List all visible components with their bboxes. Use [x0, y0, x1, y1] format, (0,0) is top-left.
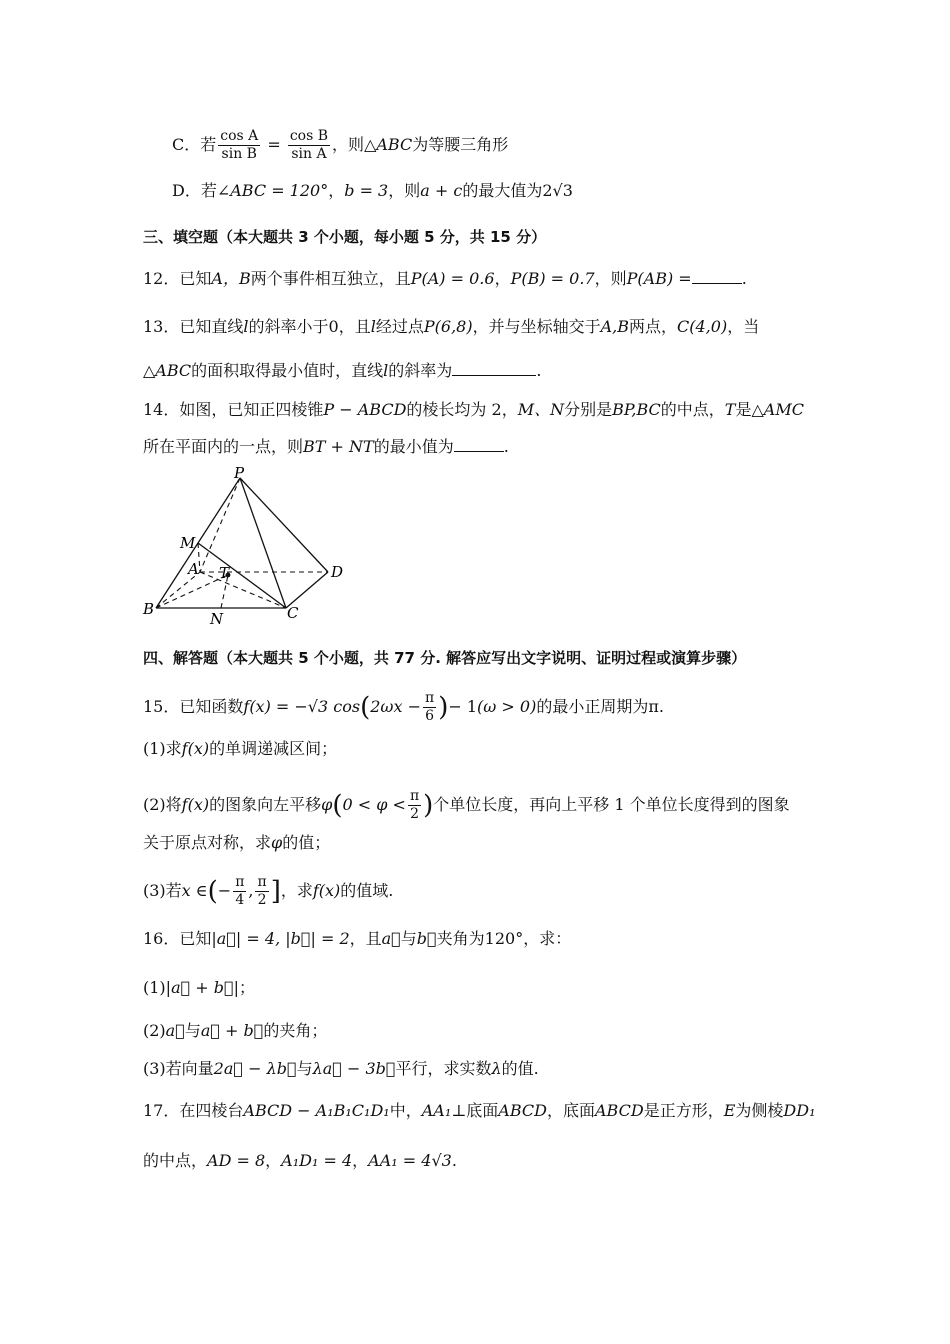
part-label: (1)求 [143, 739, 182, 758]
edge-cd [286, 572, 328, 608]
angle-condition: ∠ABC = 120° [216, 181, 329, 200]
question-15 [143, 690, 664, 725]
option-d-mid: ，则 [388, 181, 421, 200]
fraction-pi-4 [233, 874, 246, 909]
pyramid: P − ABCD [323, 400, 407, 419]
label-t: T [219, 564, 230, 582]
b-condition: b = 3 [344, 181, 389, 200]
question-15-part-3 [143, 874, 393, 909]
separator: ， [494, 269, 511, 288]
question-17 [143, 1100, 815, 1122]
vector-expr-1: 2a⃗ − λb⃗ [213, 1059, 297, 1078]
bracket-close: ] [270, 876, 281, 907]
q13-text: 的面积取得最小值时，直线 [191, 361, 384, 380]
q16-text: 夹角为 [436, 929, 485, 948]
fraction-numerator: π [235, 874, 245, 890]
perp-symbol: ⊥ [451, 1101, 467, 1120]
label-c: C [287, 604, 299, 622]
points-mn: M、N [517, 400, 565, 419]
option-c: C．若 $\frac{\text{cos A}}{\text{sin B}}$ = $\frac{\text{cos B}}{\text{sin A}}$ ，则△ABC为等腰三角形 [172, 128, 509, 162]
line-l: l [243, 317, 249, 336]
condition-aa1: AA₁ = 4√3 [368, 1151, 452, 1170]
q15-text: 的值域. [340, 881, 394, 900]
answer-blank [692, 269, 742, 284]
q17-text: 为侧棱 [735, 1101, 784, 1120]
paren-open: ( [207, 876, 218, 907]
label-b: B [143, 600, 155, 618]
question-number: 16． [143, 929, 180, 948]
option-d-prefix: D．若 [172, 181, 217, 200]
function-f: f(x) [181, 739, 210, 758]
fraction-denominator: sin A [291, 146, 327, 162]
segment-mc [198, 543, 286, 608]
fraction-numerator: π [409, 788, 420, 804]
part-label: (2)将 [143, 795, 182, 814]
q14-text: 如图，已知正四棱锥 [179, 400, 324, 419]
question-17-line-2 [143, 1150, 457, 1172]
fraction-numerator: cos B [289, 128, 329, 144]
question-number: 12． [143, 269, 180, 288]
semicolon: ； [239, 978, 256, 997]
separator: ， [352, 1151, 369, 1170]
period: . [503, 437, 509, 456]
q16-text: 与 [296, 1059, 313, 1078]
vector-b: b⃗ [416, 929, 437, 948]
fraction-denominator: 6 [425, 708, 435, 724]
triangle-abc: △ABC [364, 135, 413, 154]
q13-text: 经过点 [375, 317, 424, 336]
vector-magnitudes: |a⃗| = 4, |b⃗| = 2 [211, 929, 350, 948]
label-m: M [180, 534, 196, 552]
q14-text: 的棱长均为 2， [406, 400, 518, 419]
q17-text: 中， [389, 1101, 422, 1120]
question-14 [143, 399, 804, 421]
minus-sign: − [217, 881, 232, 900]
q13-text: 两点， [629, 317, 678, 336]
q16-text: 的值. [501, 1059, 539, 1078]
fraction-cos-a-sin-b [218, 128, 260, 163]
q15-text: 关于原点对称，求 [143, 833, 272, 852]
part-label: (3)若向量 [143, 1059, 214, 1078]
edge-dd1: DD₁ [783, 1101, 816, 1120]
q17-text: 在四棱台 [179, 1101, 244, 1120]
event-vars: A，B [211, 269, 251, 288]
q15-text: 的单调递减区间； [209, 739, 338, 758]
pyramid-figure [140, 466, 360, 631]
fraction-pi-2 [255, 874, 268, 909]
q15-text: ，求 [280, 881, 313, 900]
points-ab: A,B [600, 317, 629, 336]
fraction-numerator: cos A [220, 128, 259, 144]
edge-pd [240, 478, 328, 572]
edge-pc [240, 478, 286, 608]
q14-text: 是 [735, 400, 752, 419]
prob-ab: P(AB) = [626, 269, 692, 288]
q16-text: 平行，求实数 [395, 1059, 492, 1078]
question-14-line-2 [143, 436, 509, 458]
q13-text: 的斜率为 [388, 361, 453, 380]
q14-text: 分别是 [564, 400, 613, 419]
q16-text: 与 [184, 1021, 201, 1040]
q13-text: 已知直线 [179, 317, 244, 336]
part-label: (2) [143, 1021, 166, 1040]
q16-text: 与 [400, 929, 417, 948]
vector-sum-magnitude: |a⃗ + b⃗| [165, 978, 240, 997]
lambda-symbol: λ [491, 1059, 502, 1078]
q14-text: 的中点， [660, 400, 725, 419]
q16-text: 的夹角； [263, 1021, 328, 1040]
q16-text: ，求： [523, 929, 572, 948]
function-f: f(x) [312, 881, 341, 900]
vector-a: a⃗ [381, 929, 401, 948]
sum-expression: a + c [420, 181, 463, 200]
q14-text: 的最小值为 [373, 437, 454, 456]
question-number: 13． [143, 317, 180, 336]
option-c-suffix: 为等腰三角形 [412, 135, 509, 154]
question-12 [143, 268, 747, 290]
condition-a1d1: A₁D₁ = 4 [281, 1151, 353, 1170]
segment-ac [200, 572, 286, 608]
q15-text: − 1 [448, 697, 478, 716]
fraction-denominator: 2 [257, 892, 267, 908]
q17-text: 是正方形， [643, 1101, 724, 1120]
label-n: N [210, 610, 224, 628]
phi-symbol: φ [321, 795, 333, 814]
answer-blank [454, 437, 504, 452]
phi-symbol: φ [271, 833, 283, 852]
point-c: C(4,0) [677, 317, 728, 336]
option-d [172, 180, 573, 202]
question-16-part-3 [143, 1058, 539, 1080]
question-15-part-2-line-2 [143, 832, 330, 854]
fraction-numerator: π [257, 874, 267, 890]
fraction-pi-6 [423, 690, 436, 725]
base-abcd: ABCD [595, 1101, 644, 1120]
function-arg: 2ωx − [370, 697, 421, 716]
q13-text: ，且 [338, 317, 371, 336]
vector-a: a⃗ [165, 1021, 185, 1040]
question-13-line-2 [143, 360, 541, 382]
paren-close: ) [438, 692, 449, 723]
label-d: D [331, 563, 344, 581]
paren-open: ( [360, 692, 371, 723]
q16-text: ，且 [349, 929, 382, 948]
q15-text: 已知函数 [179, 697, 244, 716]
label-p: P [234, 466, 245, 482]
q12-text: 已知 [179, 269, 212, 288]
question-16-part-2 [143, 1020, 327, 1042]
period: . [658, 697, 664, 716]
option-d-suffix: 的最大值为 [462, 181, 543, 200]
edges: BP,BC [612, 400, 661, 419]
omega-condition: (ω > 0) [477, 697, 537, 716]
q12-text: 两个事件相互独立，且 [250, 269, 411, 288]
question-16-part-1 [143, 977, 255, 999]
edge-pa [200, 478, 240, 572]
vector-sum: a⃗ + b⃗ [200, 1021, 264, 1040]
fraction-denominator: 2 [410, 806, 419, 822]
section-3-title: 三、填空题（本大题共 3 个小题，每小题 5 分，共 15 分） [143, 228, 547, 246]
question-16 [143, 928, 571, 950]
question-15-part-1 [143, 738, 337, 760]
fraction-pi-2 [408, 788, 421, 823]
q14-text: 所在平面内的一点，则 [143, 437, 304, 456]
paren-open: ( [332, 790, 343, 821]
question-number: 15． [143, 697, 180, 716]
separator: ， [328, 181, 345, 200]
q16-text: 已知 [179, 929, 212, 948]
q17-text: ，底面 [546, 1101, 595, 1120]
fraction-denominator: 4 [235, 892, 245, 908]
fraction-denominator: sin B [221, 146, 257, 162]
function-def: f(x) = −√3 cos [243, 697, 361, 716]
base-abcd: ABCD [498, 1101, 547, 1120]
question-13 [143, 316, 759, 338]
q17-text: 的中点， [143, 1151, 208, 1170]
distance-sum: BT + NT [303, 437, 374, 456]
q15-text: 个单位长度，再向上平移 1 个单位长度得到的图象 [433, 795, 790, 814]
period-value: π [648, 697, 659, 716]
point-t: T [724, 400, 736, 419]
zero-value: 0 [328, 317, 339, 336]
question-number: 14． [143, 400, 180, 419]
q15-text: 的图象向左平移 [209, 795, 322, 814]
question-number: 17． [143, 1101, 180, 1120]
vector-expr-2: λa⃗ − 3b⃗ [312, 1059, 396, 1078]
line-l: l [370, 317, 376, 336]
q13-text: ，并与坐标轴交于 [472, 317, 601, 336]
section-4-title: 四、解答题（本大题共 5 个小题，共 77 分. 解答应写出文字说明、证明过程或演算步骤） [143, 649, 747, 667]
fraction-numerator: π [424, 690, 435, 706]
max-value: 2√3 [542, 181, 573, 200]
part-label: (1) [143, 978, 166, 997]
triangle-abc: △ABC [143, 361, 192, 380]
period: . [451, 1151, 457, 1170]
option-c-prefix: C．若 [172, 135, 217, 154]
q15-text: 的值； [282, 833, 331, 852]
paren-close: ) [423, 790, 434, 821]
angle-value: 120° [484, 929, 524, 948]
edge-aa1: AA₁ [421, 1101, 452, 1120]
prob-b: P(B) = 0.7 [510, 269, 595, 288]
comma: , [248, 881, 254, 900]
question-15-part-2 [143, 788, 790, 823]
phi-condition: 0 < φ < [342, 795, 406, 814]
point-e: E [723, 1101, 736, 1120]
period: . [741, 269, 747, 288]
prob-a: P(A) = 0.6 [410, 269, 495, 288]
part-label: (3)若 [143, 881, 182, 900]
q13-text: ，当 [727, 317, 760, 336]
q12-text: ，则 [594, 269, 627, 288]
frustum: ABCD − A₁B₁C₁D₁ [243, 1101, 390, 1120]
label-a: A [188, 560, 199, 578]
q17-text: 底面 [466, 1101, 499, 1120]
answer-blank [452, 361, 536, 376]
period: . [536, 361, 542, 380]
triangle-amc: △AMC [751, 400, 804, 419]
separator: ， [265, 1151, 282, 1170]
q15-text: 的最小正周期为 [536, 697, 649, 716]
condition-ad: AD = 8 [207, 1151, 266, 1170]
line-l: l [383, 361, 389, 380]
fraction-cos-b-sin-a [288, 128, 330, 163]
point-p: P(6,8) [423, 317, 473, 336]
option-c-mid: ，则 [332, 135, 365, 154]
q13-text: 的斜率小于 [248, 317, 329, 336]
function-f: f(x) [181, 795, 210, 814]
x-in: x ∈ [181, 881, 208, 900]
